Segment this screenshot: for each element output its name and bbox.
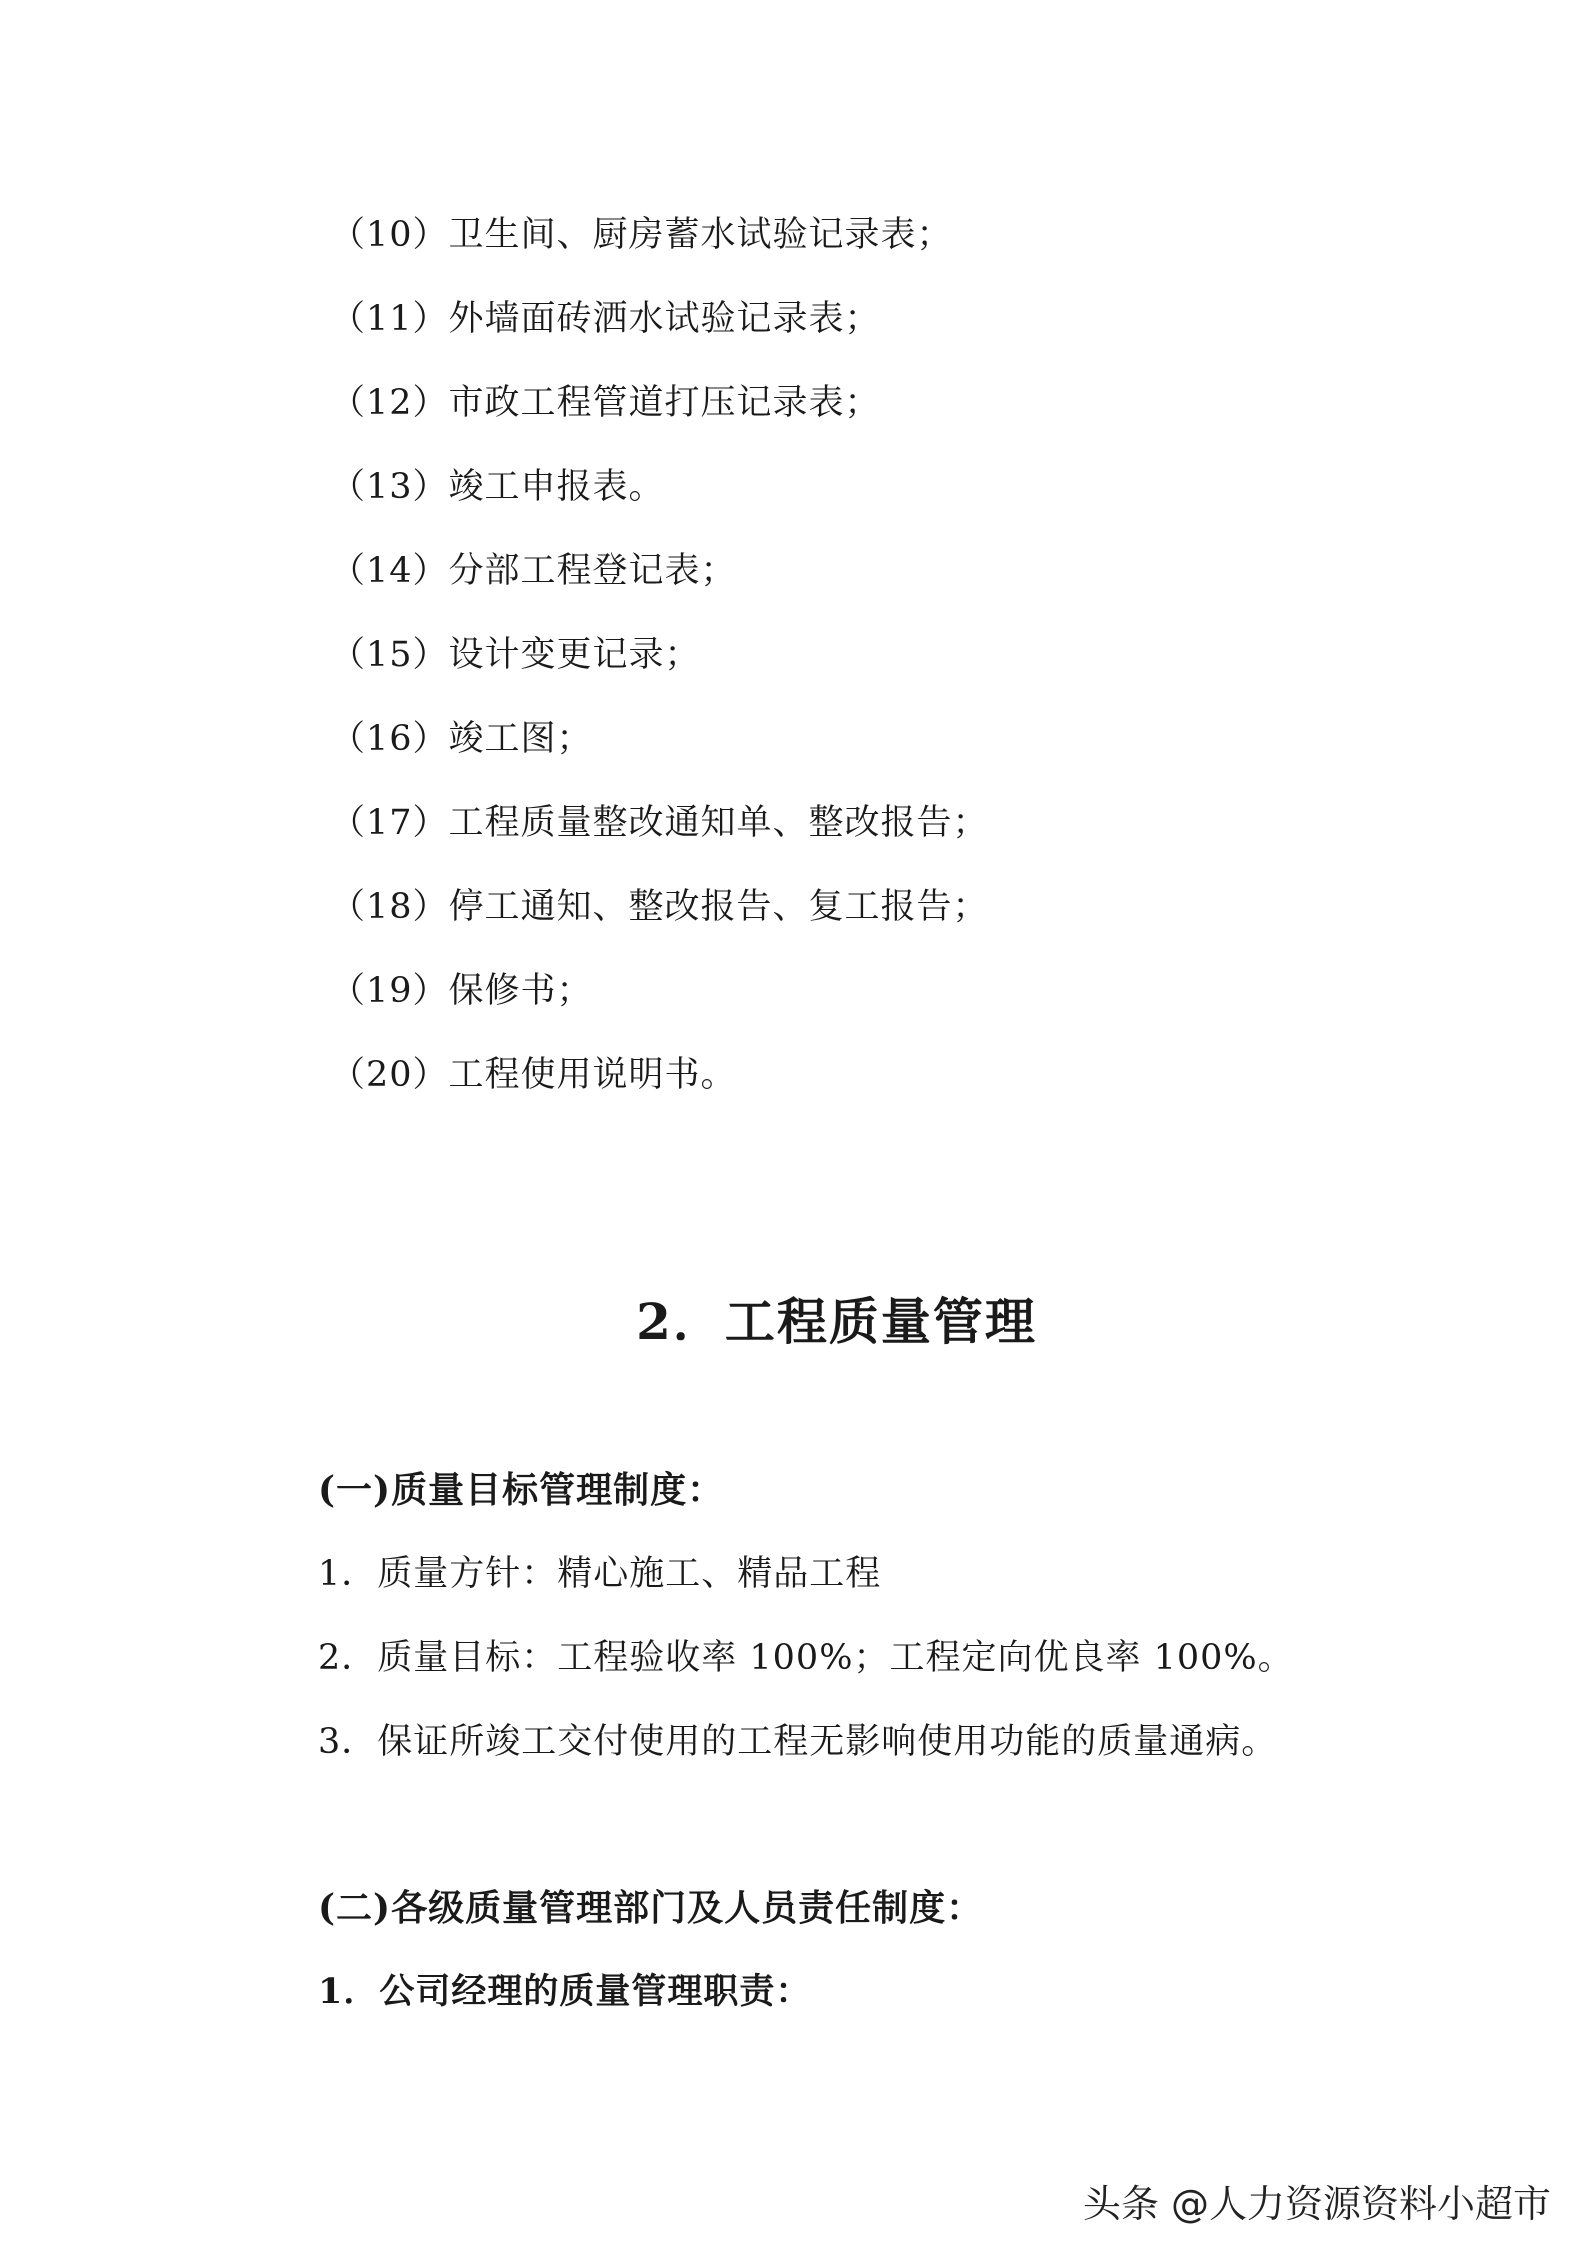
part1-item: 3．保证所竣工交付使用的工程无影响使用功能的质量通病。 [318, 1722, 1278, 1762]
list-item: （13）竣工申报表。 [330, 467, 665, 507]
watermark: 头条 @人力资源资料小超市 [1082, 2182, 1551, 2226]
list-item: （10）卫生间、厨房蓄水试验记录表； [330, 215, 953, 255]
list-item: （14）分部工程登记表； [330, 551, 737, 591]
section-title: 2．工程质量管理 [636, 1292, 1037, 1351]
part1-heading: (一)质量目标管理制度： [318, 1469, 725, 1511]
list-item: （16）竣工图； [330, 719, 593, 759]
list-item: （15）设计变更记录； [330, 635, 701, 675]
list-item: （11）外墙面砖洒水试验记录表； [330, 299, 881, 339]
part2-heading: (二)各级质量管理部门及人员责任制度： [318, 1887, 984, 1929]
list-item: （20）工程使用说明书。 [330, 1055, 737, 1095]
part2-item: 1．公司经理的质量管理职责： [318, 1971, 812, 2012]
part1-item: 2．质量目标：工程验收率 100%；工程定向优良率 100%。 [318, 1638, 1294, 1678]
list-item: （17）工程质量整改通知单、整改报告； [330, 803, 989, 843]
list-item: （12）市政工程管道打压记录表； [330, 383, 881, 423]
part1-item: 1．质量方针：精心施工、精品工程 [318, 1554, 882, 1594]
list-item: （18）停工通知、整改报告、复工报告； [330, 887, 989, 927]
list-item: （19）保修书； [330, 971, 593, 1011]
